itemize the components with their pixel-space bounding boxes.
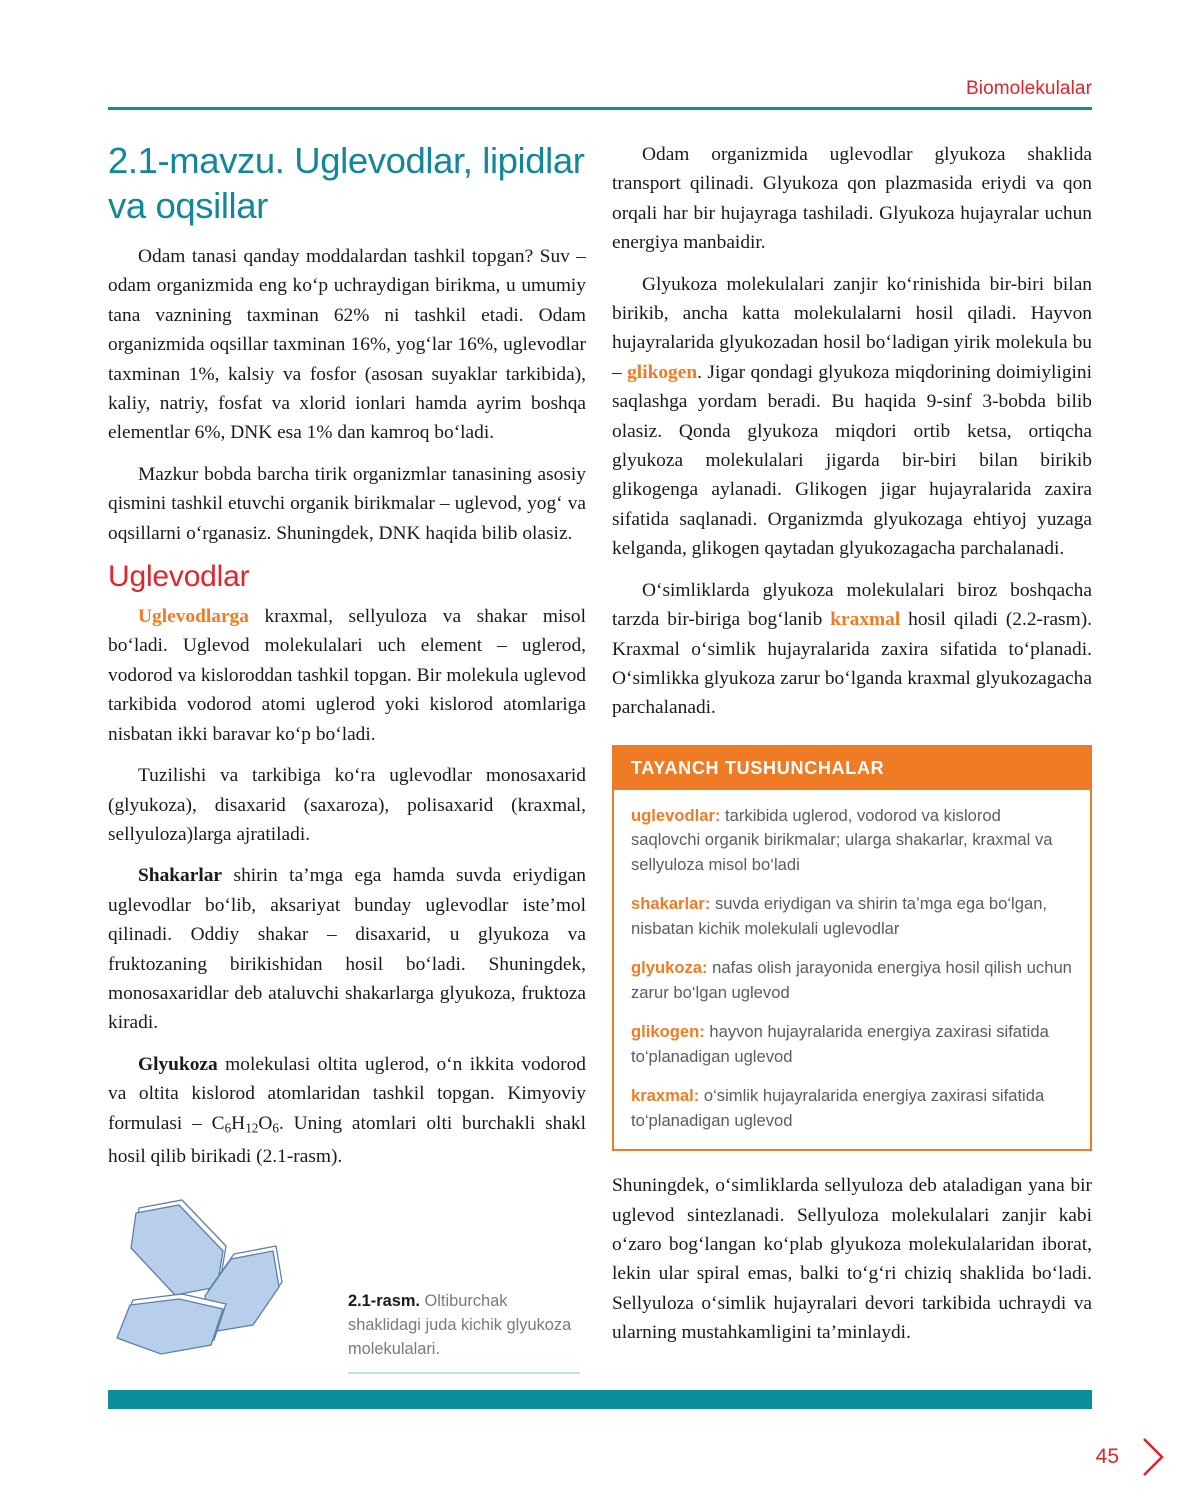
paragraph-shakarlar-text: shirin ta’mga ega hamda suvda eriydigan uglevodlar bo‘lib, aksariyat bunday uglevodlar iste’mol qilinadi. Oddiy shakar – disaxarid, u glyukoza va fruktozaning birikishidan hosil bo‘ladi. Shuningdek, monosaxaridlar deb ataluvchi shakarlarga glyukoza, fruktoza kiradi. (108, 865, 586, 1034)
figure-2-1 (108, 1194, 586, 1384)
concept-term: uglevodlar: (631, 805, 721, 825)
kraxmal-text-1: O‘simliklarda glyukoza molekulalari biroz boshqacha tarzda bir-biriga bog‘lanib (612, 579, 1092, 631)
glikogen-text-1: Glyukoza molekulalari zanjir ko‘rinishida bir-biri bilan birikib, ancha katta molekulalarni hosil qiladi. Hayvon hujayralarida glyukozadan hosil bo‘ladigan yirik molekula bu – (612, 273, 1092, 383)
inline-term-glikogen: glikogen (627, 361, 698, 383)
figure-caption (348, 1289, 580, 1361)
concept-definition: tarkibida uglerod, vodorod va kislorod saqlovchi organik birikmalar; ularga shakarlar, kraxmal va sellyuloza misol bo‘ladi (631, 805, 1053, 874)
concept-term: glyukoza: (631, 958, 708, 978)
section-title-uglevodlar: Uglevodlar (108, 560, 250, 594)
footer-bar (108, 1390, 1092, 1409)
paragraph-sellyuloza: Shuningdek, o‘simliklarda sellyuloza deb ataladigan yana bir uglevod sintezlanadi. Sellyuloza molekulalari zanjir kabi o‘zaro bog‘langan ko‘plab glyukoza molekulalaridan iborat, lekin ular spiral emas, balki to‘g‘ri chiziq shaklida bo‘ladi. Sellyuloza o‘simlik hujayralari devori tarkibida uchraydi va ularning mustahkamligini ta’minlaydi. (612, 1175, 1092, 1344)
header-divider-rule (108, 107, 1092, 110)
formula-o: O (258, 1112, 273, 1134)
glyukoza-text-1: molekulasi oltita uglerod, o‘n ikkita vodorod va oltita kislorod atomlaridan tashkil topgan. Kimyoviy formulasi – C (108, 1053, 586, 1134)
paragraph-shakarlar (108, 861, 586, 1037)
paragraph-classification: Tuzilishi va tarkibiga ko‘ra uglevodlar monosaxarid (glyukoza), disaxarid (saxaroza), polisaxarid (kraxmal, sellyuloza)larga ajratiladi. (108, 765, 586, 845)
concept-term: kraxmal: (631, 1086, 700, 1106)
concept-item (631, 804, 1072, 878)
paragraph-uglevodlarga-text: kraxmal, sellyuloza va shakar misol bo‘ladi. Uglevod molekulalari uch element – uglerod, vodorod va kisloroddan tashkil topgan. Bir molekula uglevod tarkibida vodorod atomi uglerod yoki kislorod atomlariga nisbatan ikki baravar ko‘p bo‘ladi. (108, 606, 586, 745)
page-header (108, 78, 1092, 112)
concept-term: glikogen: (631, 1022, 705, 1042)
paragraph-intro: Odam tanasi qanday moddalardan tashkil topgan? Suv – odam organizmida eng ko‘p uchraydigan birikma, u umumiy tana vaznining taxminan 62% ni tashkil etadi. Odam organizmida oqsillar taxminan 16%, yog‘lar 16%, uglevodlar taxminan 1%, kalsiy va fosfor (asosan suyaklar tarkibida), kaliy, natriy, fosfat va xlorid ionlari hamda ayrim boshqa elementlar 6%, DNK esa 1% dan kamroq bo‘ladi. (108, 246, 586, 444)
right-column (612, 140, 1092, 1348)
paragraph-transport: Odam organizmida uglevodlar glyukoza shaklida transport qilinadi. Glyukoza qon plazmasida eriydi va qon orqali har bir hujayraga tashiladi. Glyukoza hujayralar uchun energiya manbaidir. (612, 144, 1092, 254)
figure-caption-text: Oltiburchak shaklidagi juda kichik glyukoza molekulalari. (348, 1291, 572, 1358)
key-concepts-header: TAYANCH TUSHUNCHALAR (614, 747, 1090, 790)
concept-item (631, 1084, 1072, 1133)
formula-subscript-o: 6 (272, 1119, 279, 1135)
inline-term-glyukoza: Glyukoza (138, 1053, 218, 1075)
formula-subscript-c: 6 (224, 1119, 232, 1135)
key-concepts-list (614, 790, 1090, 1150)
left-column (108, 138, 586, 1384)
concept-item (631, 1020, 1072, 1069)
next-page-chevron-icon[interactable] (1140, 1436, 1166, 1478)
paragraph-kraxmal (612, 576, 1092, 723)
concept-definition: o‘simlik hujayralarida energiya zaxirasi sifatida to‘planadigan uglevod (631, 1086, 1045, 1130)
paragraph-glikogen (612, 270, 1092, 564)
paragraph-glyukoza (108, 1050, 586, 1172)
formula-subscript-h: 12 (245, 1119, 259, 1135)
kraxmal-text-2: hosil qiladi (2.2-rasm). Kraxmal o‘simlik hujayralarida zaxira sifatida to‘planadi. O‘simlikka glyukoza zarur bo‘lganda kraxmal glyukozagacha parchalanadi. (612, 609, 1092, 719)
concept-item (631, 892, 1072, 941)
formula-h: H (231, 1112, 246, 1134)
inline-term-uglevodlarga: Uglevodlarga (138, 606, 249, 628)
topic-title: 2.1-mavzu. Uglevodlar, lipidlar va oqsillar (108, 140, 585, 226)
inline-term-shakarlar: Shakarlar (138, 865, 223, 887)
key-concepts-box (612, 745, 1092, 1152)
inline-term-kraxmal: kraxmal (830, 609, 901, 631)
concept-item (631, 956, 1072, 1005)
paragraph-uglevodlarga (108, 602, 586, 749)
figure-caption-label: 2.1-rasm. (348, 1291, 420, 1310)
chapter-title: Biomolekulalar (965, 78, 1092, 99)
paragraph-chapter-overview: Mazkur bobda barcha tirik organizmlar tanasining asosiy qismini tashkil etuvchi organik birikmalar – uglevod, yog‘ va oqsillarni o‘rganasiz. Shuningdek, DNK haqida bilib olasiz. (108, 463, 586, 544)
glucose-hexagon-illustration (116, 1194, 346, 1369)
concept-definition: nafas olish jarayonida energiya hosil qilish uchun zarur bo‘lgan uglevod (631, 958, 1072, 1002)
glyukoza-text-2: . Uning atomlari olti burchakli shakl hosil qilib birikadi (2.1-rasm). (108, 1112, 587, 1168)
glikogen-text-2: . Jigar qondagi glyukoza miqdorining doimiyligini saqlashga yordam beradi. Bu haqida 9-sinf 3-bobda bilib olasiz. Qonda glyukoza miqdori ortib ketsa, ortiqcha glyukoza molekulalari jigarda bir-biri bilan birikib glikogenga aylanadi. Glikogen jigar hujayralarida zaxira sifatida saqlanadi. Organizmda glyukozaga ehtiyoj yuzaga kelganda, glikogen qaytadan glyukozagacha parchalanadi. (612, 361, 1092, 560)
concept-definition: hayvon hujayralarida energiya zaxirasi sifatida to‘planadigan uglevod (631, 1022, 1049, 1066)
concept-definition: suvda eriydigan va shirin ta’mga ega bo‘lgan, nisbatan kichik molekulali uglevodlar (631, 894, 1048, 938)
figure-caption-underline (348, 1372, 580, 1374)
concept-term: shakarlar: (631, 894, 711, 914)
page-number: 45 (1095, 1445, 1119, 1468)
